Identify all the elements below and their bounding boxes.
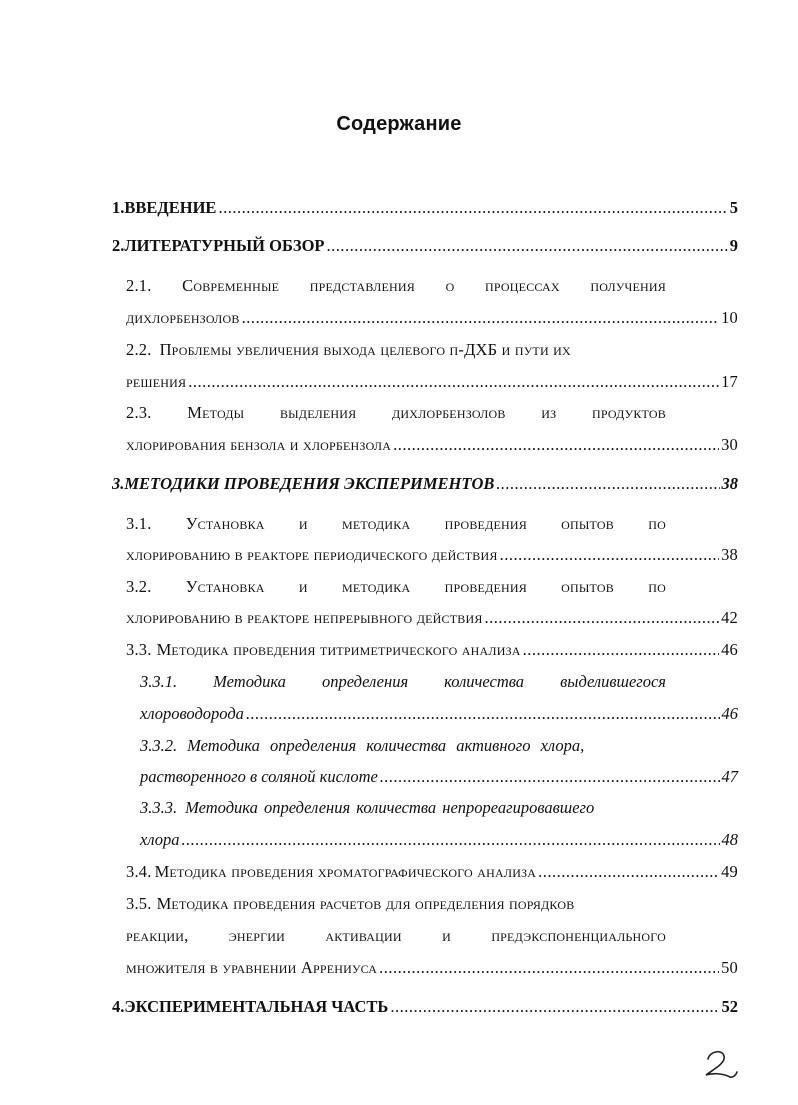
- toc-entry-3-3-3-line2[interactable]: [140, 830, 738, 850]
- toc-entry-3-4[interactable]: [126, 862, 738, 882]
- toc-title: ВВЕДЕНИЕ: [124, 198, 217, 217]
- toc-entry-2-2-line1[interactable]: [126, 340, 666, 360]
- toc-title: Методика проведения расчетов для определения порядков: [156, 894, 575, 913]
- toc-title: Методика проведения хроматографического анализа: [154, 862, 537, 881]
- toc-page: 17: [721, 372, 738, 391]
- toc-entry-3-2-line1[interactable]: [126, 577, 666, 597]
- toc-title: МЕТОДИКИ ПРОВЕДЕНИЯ ЭКСПЕРИМЕНТОВ: [124, 474, 495, 493]
- toc-entry-2-3-line1[interactable]: [126, 403, 666, 423]
- toc-word: по: [648, 577, 666, 596]
- toc-entry-3-3-2-line2[interactable]: [140, 767, 738, 787]
- leader-dots: [380, 767, 720, 787]
- toc-entry-3-2-line2[interactable]: [126, 608, 738, 628]
- toc-word: продуктов: [591, 403, 666, 422]
- toc-word: Установка: [185, 577, 265, 596]
- toc-number: 3.3.1.: [140, 672, 178, 691]
- toc-number: 2.2.: [126, 340, 152, 359]
- toc-title: хлорированию в реакторе непрерывного действия: [126, 608, 483, 627]
- leader-dots: [485, 608, 720, 628]
- leader-dots: [500, 545, 720, 565]
- toc-word: дихлорбензолов: [392, 403, 506, 422]
- toc-number: 3.3.2.: [140, 736, 178, 755]
- toc-word: процессах: [485, 276, 560, 295]
- leader-dots: [379, 958, 719, 978]
- toc-number: 3.5.: [126, 894, 152, 913]
- toc-word: и: [298, 514, 308, 533]
- leader-dots: [523, 640, 719, 660]
- leader-dots: [390, 997, 719, 1017]
- toc-title: множителя в уравнении Аррениуса: [126, 958, 378, 977]
- toc-word: опытов: [561, 514, 614, 533]
- toc-word: и: [442, 926, 451, 945]
- page-title: Содержание: [336, 113, 462, 135]
- toc-page: 49: [721, 862, 738, 881]
- leader-dots: [181, 830, 719, 850]
- handwritten-page-number: [700, 1047, 740, 1083]
- leader-dots: [218, 198, 727, 218]
- toc-title: решения: [126, 372, 187, 391]
- toc-entry-3-5-line1b[interactable]: [126, 926, 666, 946]
- toc-title: Методика определения количества непрореагировавшего: [185, 798, 595, 817]
- toc-page: 52: [721, 997, 738, 1016]
- toc-page: 48: [721, 830, 738, 849]
- toc-title: хлорирования бензола и хлорбензола: [126, 435, 392, 454]
- toc-page: 38: [721, 545, 738, 564]
- toc-entry-2-2-line2[interactable]: [126, 372, 738, 392]
- toc-word: энергии: [228, 926, 286, 945]
- toc-word: Установка: [185, 514, 265, 533]
- toc-number: 2.3.: [126, 403, 152, 422]
- toc-word: проведения: [444, 514, 527, 533]
- toc-word: опытов: [561, 577, 614, 596]
- leader-dots: [538, 862, 719, 882]
- toc-word: предэкспоненциального: [491, 926, 666, 945]
- toc-page: 46: [721, 704, 738, 723]
- toc-number: 3.2.: [126, 577, 152, 596]
- toc-entry-2-1-line1[interactable]: [126, 276, 666, 296]
- toc-title: Проблемы увеличения выхода целевого п-ДХБ и пути их: [159, 340, 571, 359]
- toc-entry-3-1-line2[interactable]: [126, 545, 738, 565]
- toc-entry-3-3[interactable]: [126, 640, 738, 660]
- toc-word: выделившегося: [560, 672, 666, 691]
- toc-number: 3.: [112, 474, 125, 493]
- leader-dots: [242, 308, 720, 328]
- toc-word: представления: [309, 276, 415, 295]
- toc-entry-2-1-line2[interactable]: [126, 308, 738, 328]
- toc-entry-3-1-line1[interactable]: [126, 514, 666, 534]
- leader-dots: [393, 435, 719, 455]
- toc-word: Современные: [182, 276, 280, 295]
- toc-number: 3.3.3.: [140, 798, 178, 817]
- toc-word: методика: [341, 514, 411, 533]
- toc-title: ЛИТЕРАТУРНЫЙ ОБЗОР: [124, 236, 325, 255]
- toc-word: выделения: [279, 403, 357, 422]
- leader-dots: [327, 236, 728, 256]
- toc-word: о: [445, 276, 455, 295]
- leader-dots: [496, 474, 719, 494]
- toc-title: хлорированию в реакторе периодического действия: [126, 545, 498, 564]
- toc-page: 42: [721, 608, 738, 627]
- toc-entry-3-3-1-line2[interactable]: [140, 704, 738, 724]
- toc-number: 2.1.: [126, 276, 152, 295]
- toc-page: 46: [721, 640, 738, 659]
- toc-word: активации: [325, 926, 402, 945]
- toc-word: проведения: [444, 577, 527, 596]
- toc-page: 38: [721, 474, 738, 493]
- toc-entry-2-3-line2[interactable]: [126, 435, 738, 455]
- toc-page: 9: [729, 236, 738, 255]
- toc-word: методика: [341, 577, 411, 596]
- toc-entry-3-5-line2[interactable]: [126, 958, 738, 978]
- toc-word: и: [298, 577, 308, 596]
- toc-number: 3.4.: [126, 862, 152, 881]
- toc-word: реакции,: [126, 926, 189, 945]
- toc-title: дихлорбензолов: [126, 308, 240, 327]
- toc-title: ЭКСПЕРИМЕНТАЛЬНАЯ ЧАСТЬ: [124, 997, 389, 1016]
- leader-dots: [246, 704, 720, 724]
- toc-entry-3[interactable]: [112, 474, 738, 494]
- toc-entry-3-3-1-line1[interactable]: [140, 672, 666, 692]
- toc-page: 47: [721, 767, 738, 786]
- toc-number: 1.: [112, 198, 125, 217]
- toc-title: хлороводорода: [140, 704, 244, 723]
- toc-entry-3-3-3-line1[interactable]: [140, 798, 666, 818]
- toc-title: растворенного в соляной кислоте: [140, 767, 378, 786]
- toc-word: Методика: [213, 672, 286, 691]
- toc-entry-3-5-line1[interactable]: [126, 894, 666, 914]
- toc-entry-2[interactable]: [112, 236, 738, 256]
- toc-page: 10: [721, 308, 738, 327]
- toc-word: из: [541, 403, 557, 422]
- toc-title: Методика определения количества активного хлора,: [187, 736, 585, 755]
- toc-word: Методы: [187, 403, 245, 422]
- toc-word: получения: [590, 276, 666, 295]
- toc-title: хлора: [140, 830, 180, 849]
- toc-entry-1[interactable]: [112, 198, 738, 218]
- toc-title: Методика проведения титриметрического анализа: [156, 640, 521, 659]
- toc-page: 30: [721, 435, 738, 454]
- leader-dots: [188, 372, 719, 392]
- toc-word: по: [648, 514, 666, 533]
- toc-entry-4[interactable]: [112, 997, 738, 1017]
- toc-number: 2.: [112, 236, 125, 255]
- toc-page: 50: [721, 958, 738, 977]
- toc-word: определения: [321, 672, 409, 691]
- toc-word: количества: [444, 672, 525, 691]
- toc-number: 3.3.: [126, 640, 152, 659]
- toc-page: 5: [729, 198, 738, 217]
- toc-number: 4.: [112, 997, 125, 1016]
- toc-entry-3-3-2-line1[interactable]: [140, 736, 666, 756]
- toc-number: 3.1.: [126, 514, 152, 533]
